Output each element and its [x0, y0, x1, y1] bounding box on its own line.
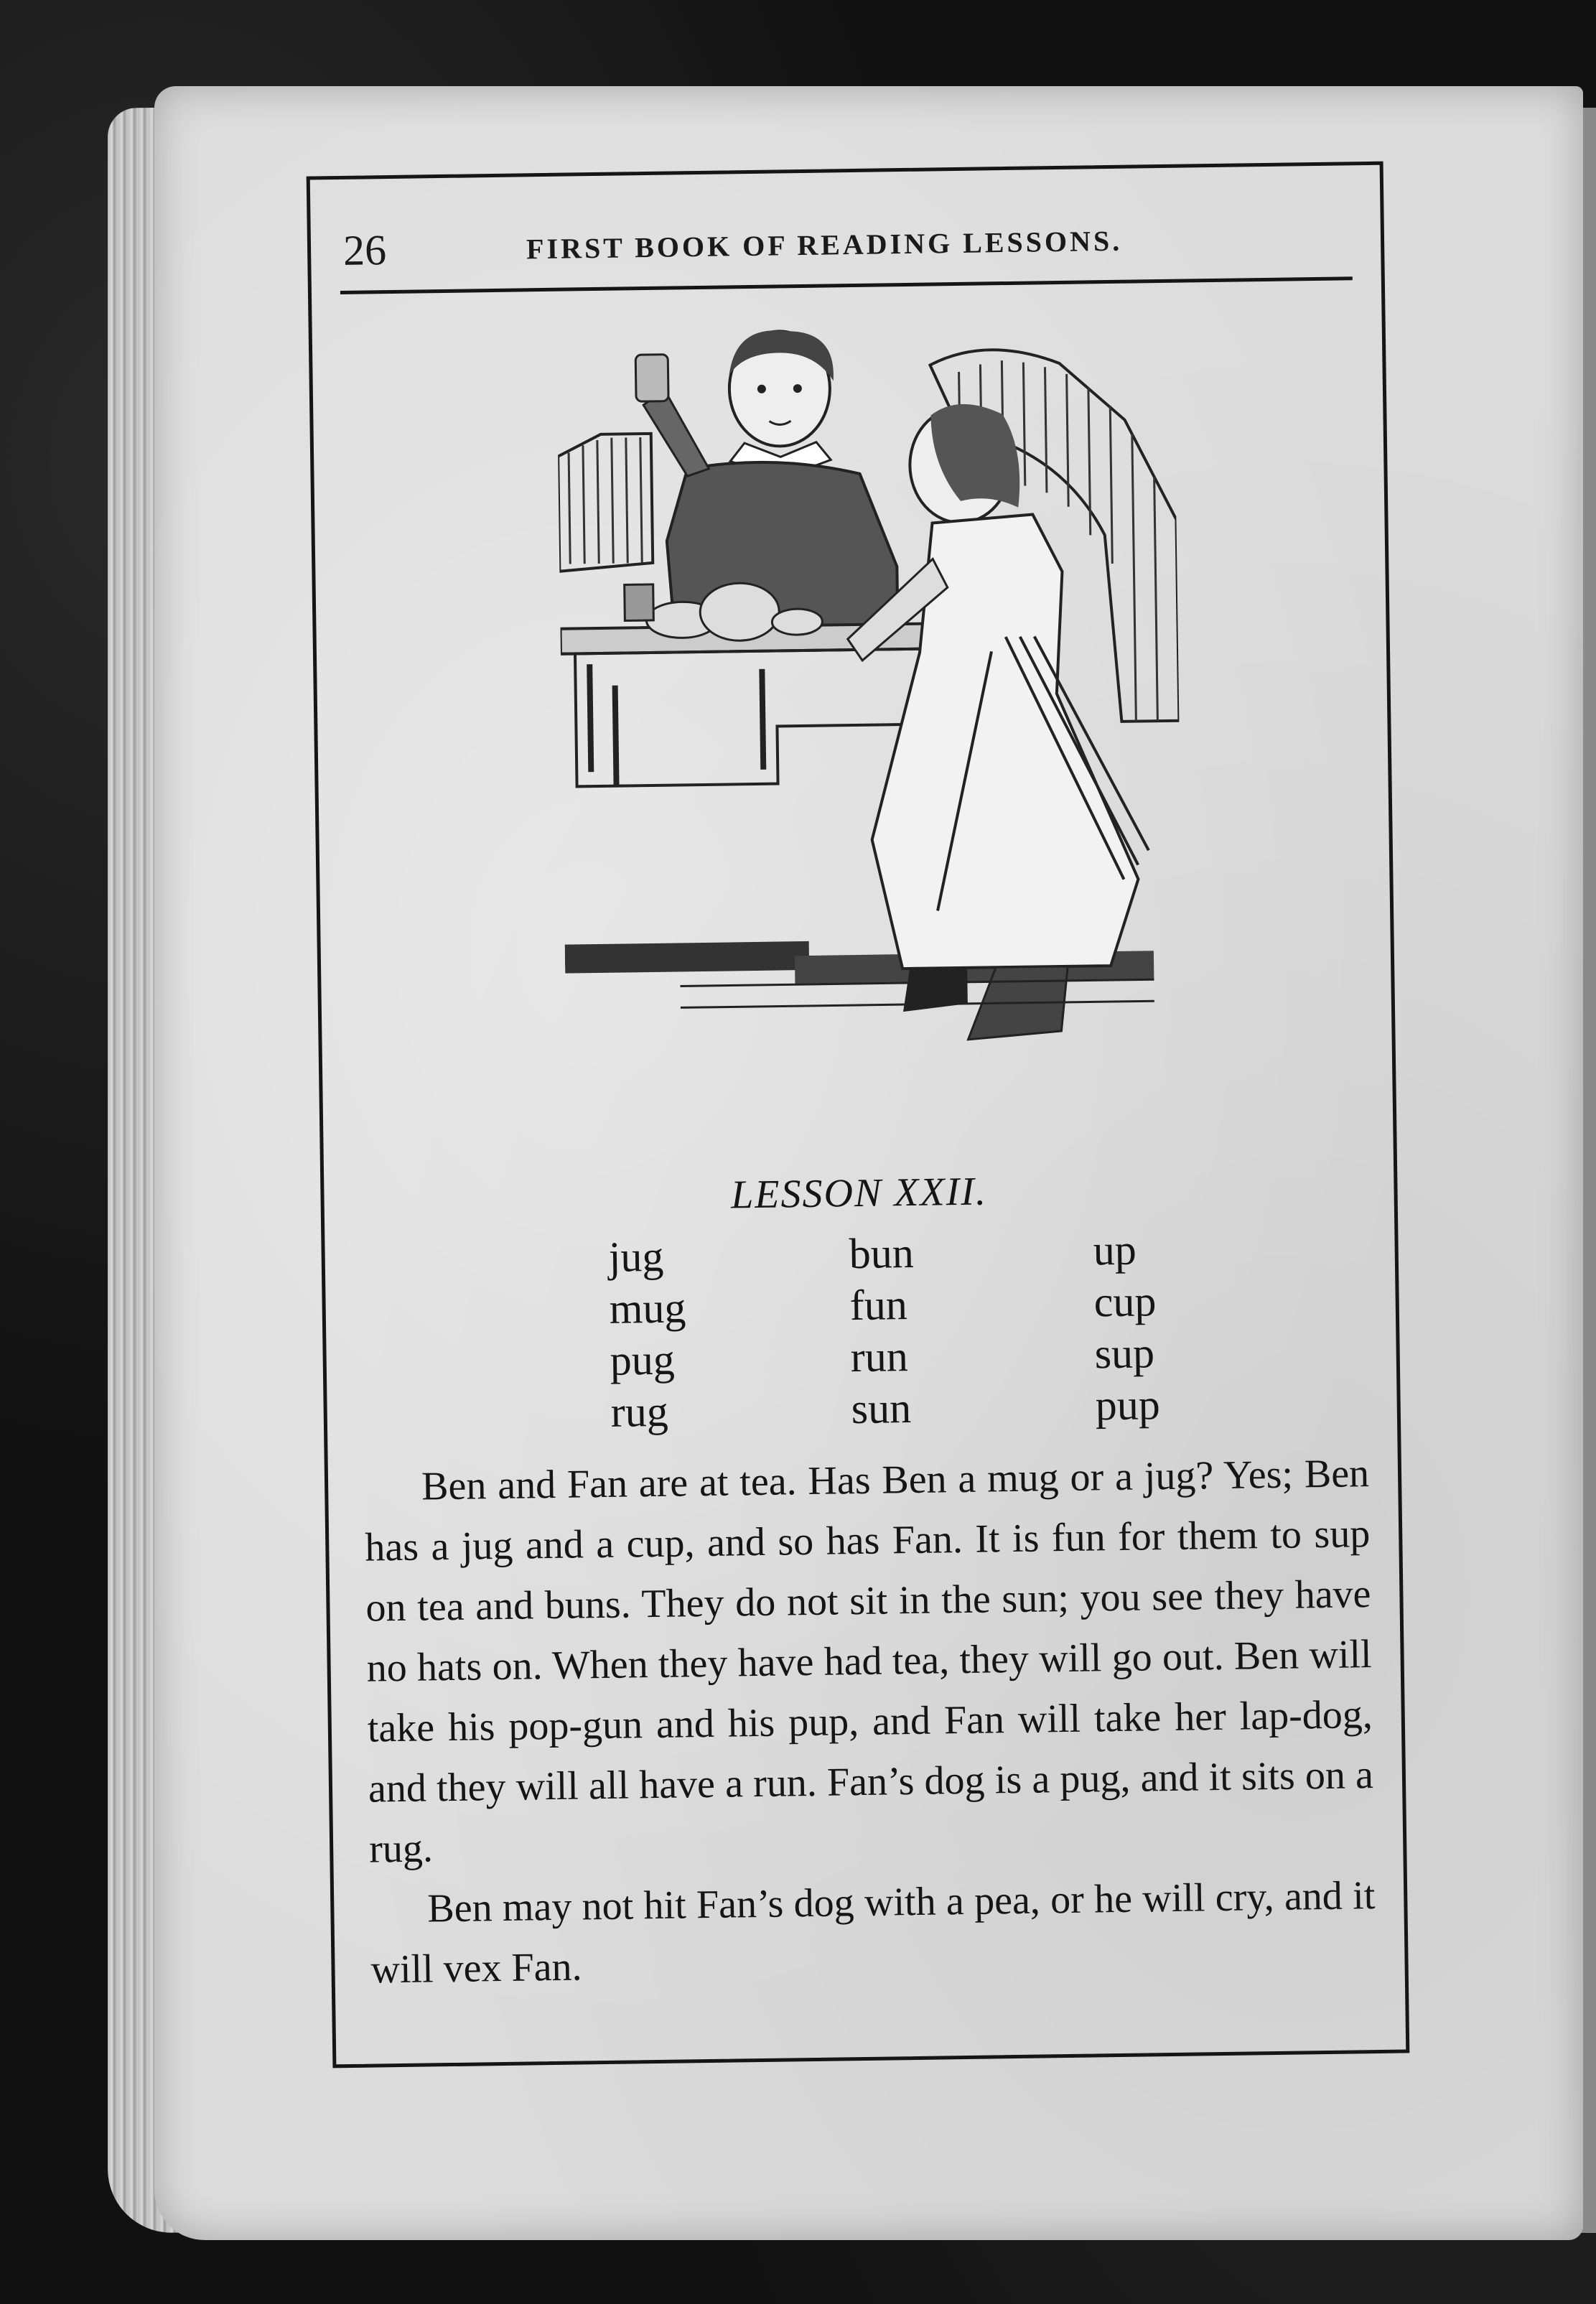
lesson-paragraph: Ben may not hit Fan’s dog with a pea, or he will cry, and it will vex Fan.	[370, 1873, 1376, 1992]
woodcut-illustration	[556, 319, 1185, 1139]
spelling-word: jug	[608, 1232, 664, 1281]
page-number: 26	[342, 226, 387, 274]
spelling-word: up	[1093, 1226, 1137, 1274]
spelling-word: sun	[851, 1384, 912, 1433]
spelling-word-grid	[608, 1223, 1185, 1438]
spelling-word: run	[850, 1333, 909, 1381]
lesson-paragraph: Ben and Fan are at tea. Has Ben a mug or a jug? Yes; Ben has a jug and a cup, and so has Fan. It is fun for them to sup on tea and buns. They do not sit in the sun; you see they have no hats on. When they have had tea, they will go out. Ben will take his pop-gun and his pup, and Fan will take her lap-dog, and they will all have a run. Fan’s dog is a pug, and it sits on a rug.	[364, 1451, 1374, 1872]
spelling-word: bun	[849, 1228, 915, 1278]
page-header	[339, 197, 1352, 294]
spelling-word: mug	[609, 1284, 686, 1333]
running-title: FIRST BOOK OF READING LESSONS.	[526, 224, 1123, 266]
lesson-body	[364, 1443, 1376, 2000]
spelling-word: cup	[1093, 1277, 1157, 1326]
spelling-word: sup	[1094, 1329, 1155, 1378]
spelling-word: fun	[849, 1281, 908, 1330]
spelling-word: pug	[610, 1335, 676, 1384]
spelling-word: pup	[1095, 1381, 1161, 1429]
spelling-word: rug	[610, 1387, 669, 1436]
lesson-title: LESSON XXII.	[730, 1169, 988, 1218]
page-frame	[307, 162, 1410, 2069]
